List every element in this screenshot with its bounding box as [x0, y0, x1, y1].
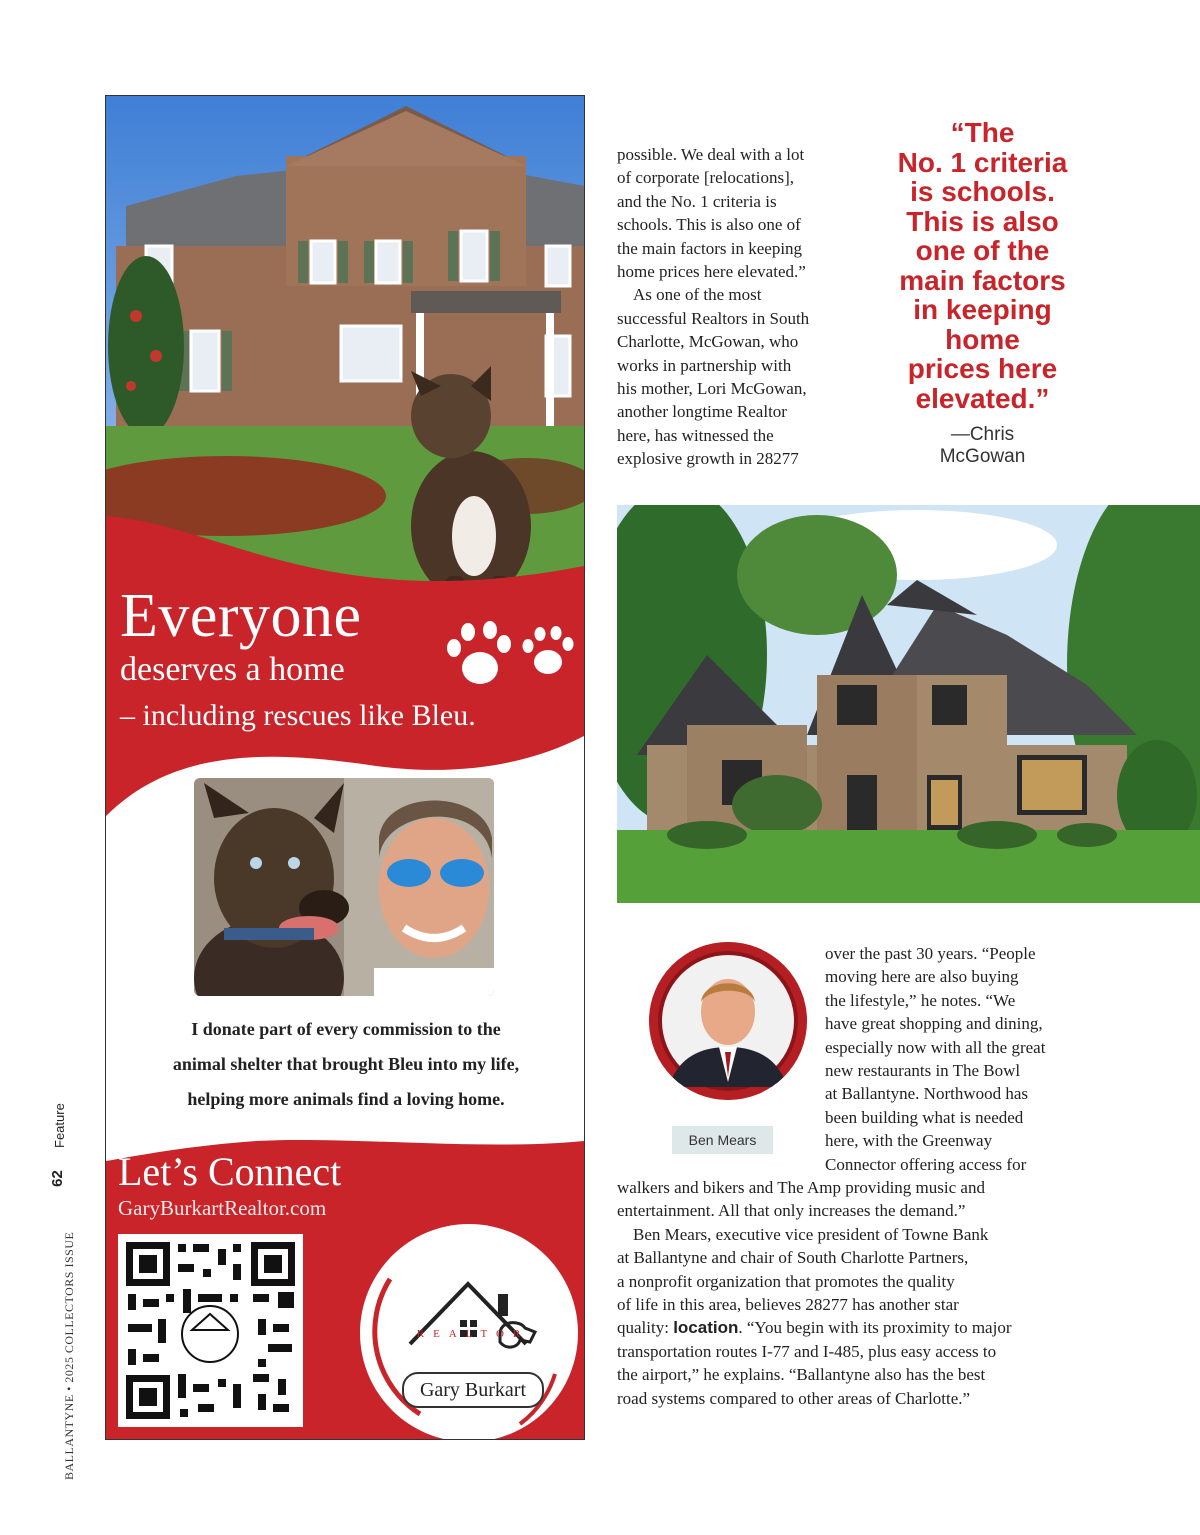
text-line: the airport,” he explains. “Ballantyne also has the best	[617, 1365, 986, 1385]
donate-line: animal shelter that brought Bleu into my life,	[172, 1054, 520, 1074]
text-line: at Ballantyne and chair of South Charlotte Partners,	[617, 1248, 969, 1268]
ad-headline: Everyone	[120, 582, 362, 650]
text-line: home prices here elevated.”	[617, 262, 806, 282]
article-text: . “You begin with its proximity to major	[738, 1318, 1012, 1338]
section-label: Feature	[52, 1103, 67, 1148]
ad-subhead-2: – including rescues like Bleu.	[120, 699, 476, 732]
text-line: explosive growth in 28277	[617, 449, 799, 469]
text-line: As one of the most	[633, 285, 762, 305]
article-paragraph	[617, 283, 857, 470]
ben-mears-headshot	[649, 942, 807, 1100]
article-column-wrap	[825, 942, 1085, 1176]
text-line: works in partnership with	[617, 355, 792, 375]
donate-line: helping more animals find a loving home.	[187, 1089, 505, 1109]
text-line: moving here are also buying	[825, 967, 1019, 987]
article-paragraph	[617, 1176, 1077, 1223]
text-line: transportation routes I-77 and I-485, plus easy access to	[617, 1341, 997, 1361]
donate-line: I donate part of every commission to the	[191, 1019, 501, 1039]
text-line: Ben Mears, executive vice president of Towne Bank	[633, 1224, 989, 1244]
article-text	[617, 1342, 996, 1408]
article-column-top	[617, 143, 857, 471]
text-line: his mother, Lori McGowan,	[617, 379, 807, 399]
attribution-line: McGowan	[939, 446, 1026, 467]
ad-subhead: deserves a home	[120, 651, 345, 688]
text-line: been building what is needed	[825, 1107, 1024, 1127]
pull-quote-line: elevated.”	[915, 382, 1050, 414]
stone-house-photo	[617, 505, 1200, 903]
pull-quote-line: one of the	[915, 235, 1050, 266]
article-text	[617, 1225, 988, 1314]
pull-quote-line: prices here	[907, 353, 1058, 384]
lets-connect-heading: Let’s Connect	[118, 1149, 342, 1194]
text-line: a nonprofit organization that promotes the quality	[617, 1271, 955, 1291]
pull-quote-line: This is also	[906, 205, 1059, 237]
text-line: Charlotte, McGowan, who	[617, 332, 799, 352]
attribution-line: —Chris	[950, 424, 1015, 445]
text-line: road systems compared to other areas of Charlotte.”	[617, 1388, 971, 1408]
logo-name: Gary Burkart	[402, 1372, 544, 1408]
pull-quote-line: in keeping	[913, 294, 1052, 325]
page-number: 62	[48, 1170, 66, 1187]
pull-quote-line: “The	[950, 117, 1015, 148]
paw-prints-icon	[440, 616, 580, 696]
text-line: possible. We deal with a lot	[617, 145, 805, 164]
text-line: here, with the Greenway	[825, 1131, 993, 1151]
text-line: have great shopping and dining,	[825, 1014, 1043, 1034]
article-column-bottom	[617, 1176, 1077, 1410]
text-line: entertainment. All that only increases the demand.”	[617, 1201, 966, 1221]
pull-quote-attribution	[880, 424, 1085, 468]
pull-quote-line: main factors	[899, 264, 1066, 296]
pull-quote-line: home	[945, 323, 1020, 355]
realtor-website-link[interactable]: GaryBurkartRealtor.com	[118, 1196, 327, 1220]
publication-footer: BALLANTYNE • 2025 COLLECTORS ISSUE	[62, 1231, 76, 1480]
article-paragraph	[617, 1223, 1077, 1410]
text-line: schools. This is also one of	[617, 215, 801, 235]
pull-quote-line: No. 1 criteria	[897, 146, 1068, 178]
qr-code[interactable]	[118, 1234, 303, 1427]
text-line: walkers and bikers and The Amp providing music and	[617, 1178, 985, 1197]
text-line: and the No. 1 criteria is	[617, 191, 777, 211]
text-line: at Ballantyne. Northwood has	[825, 1084, 1029, 1104]
text-line: new restaurants in The Bowl	[825, 1061, 1021, 1081]
text-line: Connector offering access for	[825, 1154, 1027, 1174]
pull-quote-line: is schools.	[910, 176, 1055, 207]
headshot-caption: Ben Mears	[672, 1126, 773, 1154]
text-line: the main factors in keeping	[617, 238, 803, 258]
article-text: quality:	[617, 1318, 674, 1338]
article-paragraph	[617, 143, 857, 283]
logo-realtor-label: REALTOR	[416, 1328, 530, 1340]
text-line: especially now with all the great	[825, 1037, 1046, 1057]
text-line: the lifestyle,” he notes. “We	[825, 990, 1016, 1010]
text-line: of life in this area, believes 28277 has another star	[617, 1295, 959, 1315]
text-line: of corporate [relocations],	[617, 168, 794, 188]
pull-quote	[880, 118, 1085, 413]
text-line: here, has witnessed the	[617, 425, 774, 445]
text-line: another longtime Realtor	[617, 402, 787, 422]
text-line: successful Realtors in South	[617, 308, 810, 328]
article-paragraph	[825, 942, 1085, 1176]
realtor-advertisement	[105, 95, 585, 1440]
keyword-location: location	[673, 1318, 739, 1338]
realtor-with-dog-photo	[194, 778, 494, 996]
text-line: over the past 30 years. “People	[825, 944, 1036, 963]
ad-donation-message	[126, 1012, 566, 1117]
